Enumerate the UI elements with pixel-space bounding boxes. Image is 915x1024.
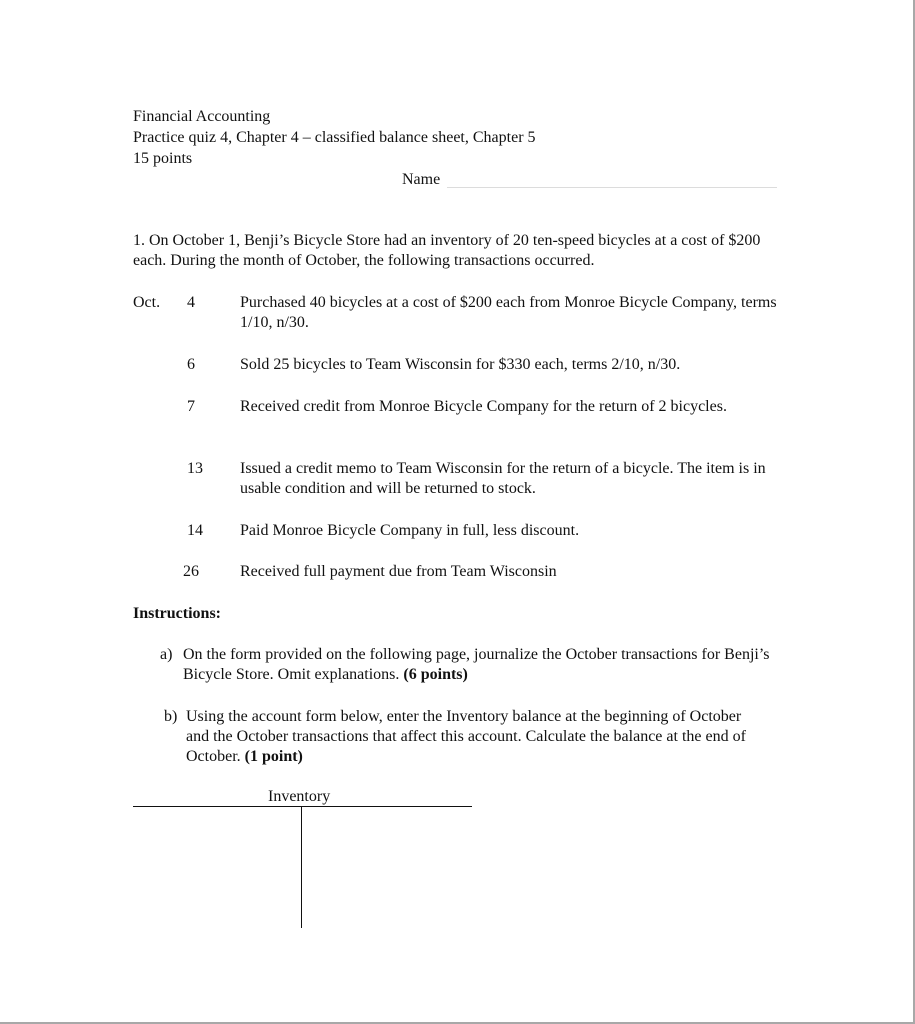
instruction-a-text: On the form provided on the following page, journalize the October transactions for Benji’s Bicycle Store. Omit explanations.	[183, 646, 770, 683]
quiz-title: Practice quiz 4, Chapter 4 – classified balance sheet, Chapter 5	[133, 129, 536, 146]
course-title: Financial Accounting	[133, 108, 271, 125]
month-label: Oct.	[133, 294, 161, 311]
instruction-a-label: a)	[160, 646, 173, 663]
transaction-text: Received full payment due from Team Wisconsin	[240, 563, 557, 580]
transaction-text: Issued a credit memo to Team Wisconsin for the return of a bicycle. The item is in usable condition and will be returned to stock.	[240, 460, 766, 497]
t-account-vertical-line	[301, 806, 302, 928]
transaction-day: 6	[187, 356, 195, 373]
name-label: Name	[402, 171, 441, 188]
instruction-b-text: Using the account form below, enter the Inventory balance at the beginning of October and the October transactions that affect this account. Calculate the balance at the end of October.	[186, 708, 746, 765]
transaction-text: Sold 25 bicycles to Team Wisconsin for $330 each, terms 2/10, n/30.	[240, 356, 681, 373]
transaction-day: 4	[187, 294, 195, 311]
instruction-a-points: (6 points)	[403, 666, 468, 683]
instruction-b-body	[186, 707, 758, 767]
transaction-text: Received credit from Monroe Bicycle Company for the return of 2 bicycles.	[240, 398, 727, 415]
quiz-points: 15 points	[133, 150, 193, 167]
transaction-text: Purchased 40 bicycles at a cost of $200 each from Monroe Bicycle Company, terms 1/10, n/30.	[240, 294, 777, 331]
instructions-heading: Instructions:	[133, 605, 222, 622]
t-account-title: Inventory	[268, 788, 331, 805]
transaction-day: 14	[187, 522, 203, 539]
instruction-a-body	[183, 645, 773, 685]
transaction-day: 26	[183, 563, 199, 580]
t-account-horizontal-line	[133, 806, 472, 807]
instruction-b-points: (1 point)	[244, 748, 303, 765]
transaction-day: 7	[187, 398, 195, 415]
transaction-day: 13	[187, 460, 203, 477]
instruction-b-label: b)	[164, 708, 178, 725]
transaction-text: Paid Monroe Bicycle Company in full, less discount.	[240, 522, 580, 539]
name-field-line	[447, 187, 777, 188]
question-1-text: 1. On October 1, Benji’s Bicycle Store had an inventory of 20 ten-speed bicycles at a cost of $200 each. During the month of October, the following transactions occurred.	[133, 232, 761, 269]
